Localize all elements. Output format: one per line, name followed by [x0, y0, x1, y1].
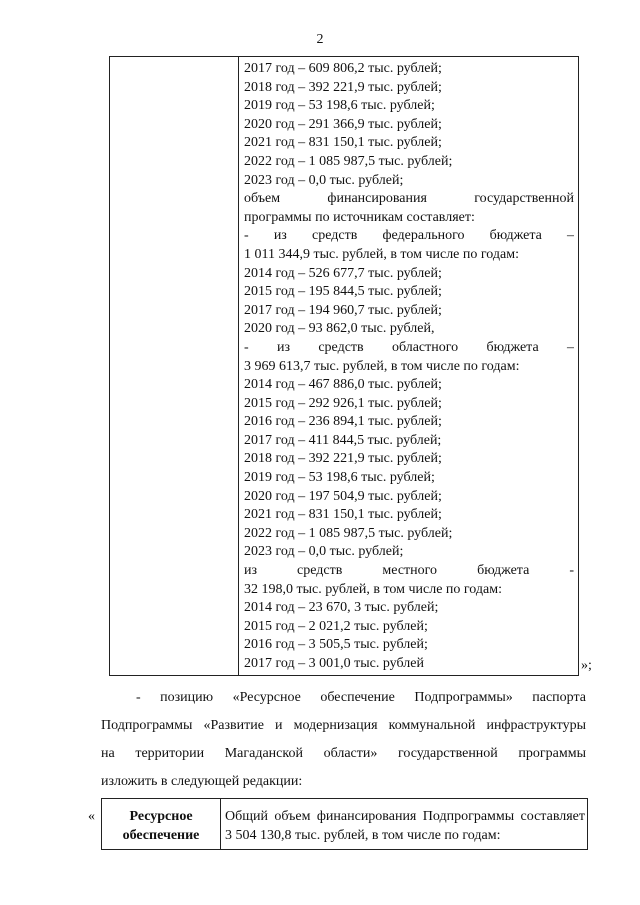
- funding-line: 32 198,0 тыс. рублей, в том числе по годам:: [244, 581, 502, 597]
- funding-line: объем финансирования государственной: [244, 191, 574, 207]
- funding-line: 2019 год – 53 198,6 тыс. рублей;: [244, 98, 435, 114]
- funding-line: 2020 год – 197 504,9 тыс. рублей;: [244, 488, 442, 504]
- funding-line: 2020 год – 291 366,9 тыс. рублей;: [244, 116, 442, 132]
- funding-line: 2015 год – 292 926,1 тыс. рублей;: [244, 395, 442, 411]
- funding-line: 2020 год – 93 862,0 тыс. рублей,: [244, 321, 435, 337]
- closing-quote: »;: [581, 658, 592, 673]
- funding-line: 2016 год – 236 894,1 тыс. рублей;: [244, 414, 442, 430]
- resource-value-cell: [225, 807, 585, 845]
- funding-line: - из средств областного бюджета –: [244, 339, 574, 355]
- funding-line: 3 969 613,7 тыс. рублей, в том числе по годам:: [244, 358, 520, 374]
- funding-line: 2017 год – 609 806,2 тыс. рублей;: [244, 61, 442, 76]
- funding-table: [109, 56, 579, 676]
- funding-line: 2015 год – 2 021,2 тыс. рублей;: [244, 618, 428, 634]
- paragraph-line-1: - позицию «Ресурсное обеспечение Подпрограммы» паспорта: [136, 690, 586, 705]
- funding-line: 2015 год – 195 844,5 тыс. рублей;: [244, 284, 442, 300]
- funding-line: 2017 год – 3 001,0 тыс. рублей: [244, 656, 424, 671]
- funding-line: 2023 год – 0,0 тыс. рублей;: [244, 172, 404, 188]
- resource-table: [101, 798, 588, 850]
- funding-line: программы по источникам составляет:: [244, 209, 475, 225]
- resource-value-line-2: 3 504 130,8 тыс. рублей, в том числе по годам:: [225, 828, 501, 843]
- funding-line: 2023 год – 0,0 тыс. рублей;: [244, 544, 404, 560]
- funding-line: 1 011 344,9 тыс. рублей, в том числе по годам:: [244, 246, 519, 262]
- funding-line: 2017 год – 411 844,5 тыс. рублей;: [244, 432, 442, 448]
- funding-line: 2019 год – 53 198,6 тыс. рублей;: [244, 470, 435, 486]
- opening-quote: «: [88, 809, 95, 824]
- funding-line: 2021 год – 831 150,1 тыс. рублей;: [244, 135, 442, 151]
- funding-text-cell: [244, 60, 574, 674]
- resource-label-line-1: Ресурсное: [129, 809, 193, 824]
- resource-value-line-1: Общий объем финансирования Подпрограммы составляет: [225, 809, 585, 824]
- funding-line: 2018 год – 392 221,9 тыс. рублей;: [244, 79, 442, 95]
- resource-label-line-2: обеспечение: [122, 828, 200, 843]
- resource-label-cell: [102, 807, 220, 845]
- paragraph-line-4: изложить в следующей редакции:: [101, 774, 303, 789]
- funding-line: 2022 год – 1 085 987,5 тыс. рублей;: [244, 525, 453, 541]
- funding-line: - из средств федерального бюджета –: [244, 228, 574, 244]
- paragraph-line-3: на территории Магаданской области» государственной программы: [101, 746, 586, 761]
- table-column-divider: [220, 799, 221, 849]
- funding-line: 2014 год – 526 677,7 тыс. рублей;: [244, 265, 442, 281]
- funding-line: 2016 год – 3 505,5 тыс. рублей;: [244, 637, 428, 653]
- paragraph-line-2: Подпрограммы «Развитие и модернизация коммунальной инфраструктуры: [101, 718, 586, 733]
- funding-line: из средств местного бюджета -: [244, 563, 574, 579]
- funding-line: 2021 год – 831 150,1 тыс. рублей;: [244, 507, 442, 523]
- table-column-divider: [238, 57, 239, 675]
- funding-line: 2017 год – 194 960,7 тыс. рублей;: [244, 302, 442, 318]
- funding-line: 2018 год – 392 221,9 тыс. рублей;: [244, 451, 442, 467]
- funding-line: 2014 год – 467 886,0 тыс. рублей;: [244, 377, 442, 393]
- funding-line: 2022 год – 1 085 987,5 тыс. рублей;: [244, 153, 453, 169]
- funding-line: 2014 год – 23 670, 3 тыс. рублей;: [244, 600, 439, 616]
- page-number: 2: [316, 32, 324, 47]
